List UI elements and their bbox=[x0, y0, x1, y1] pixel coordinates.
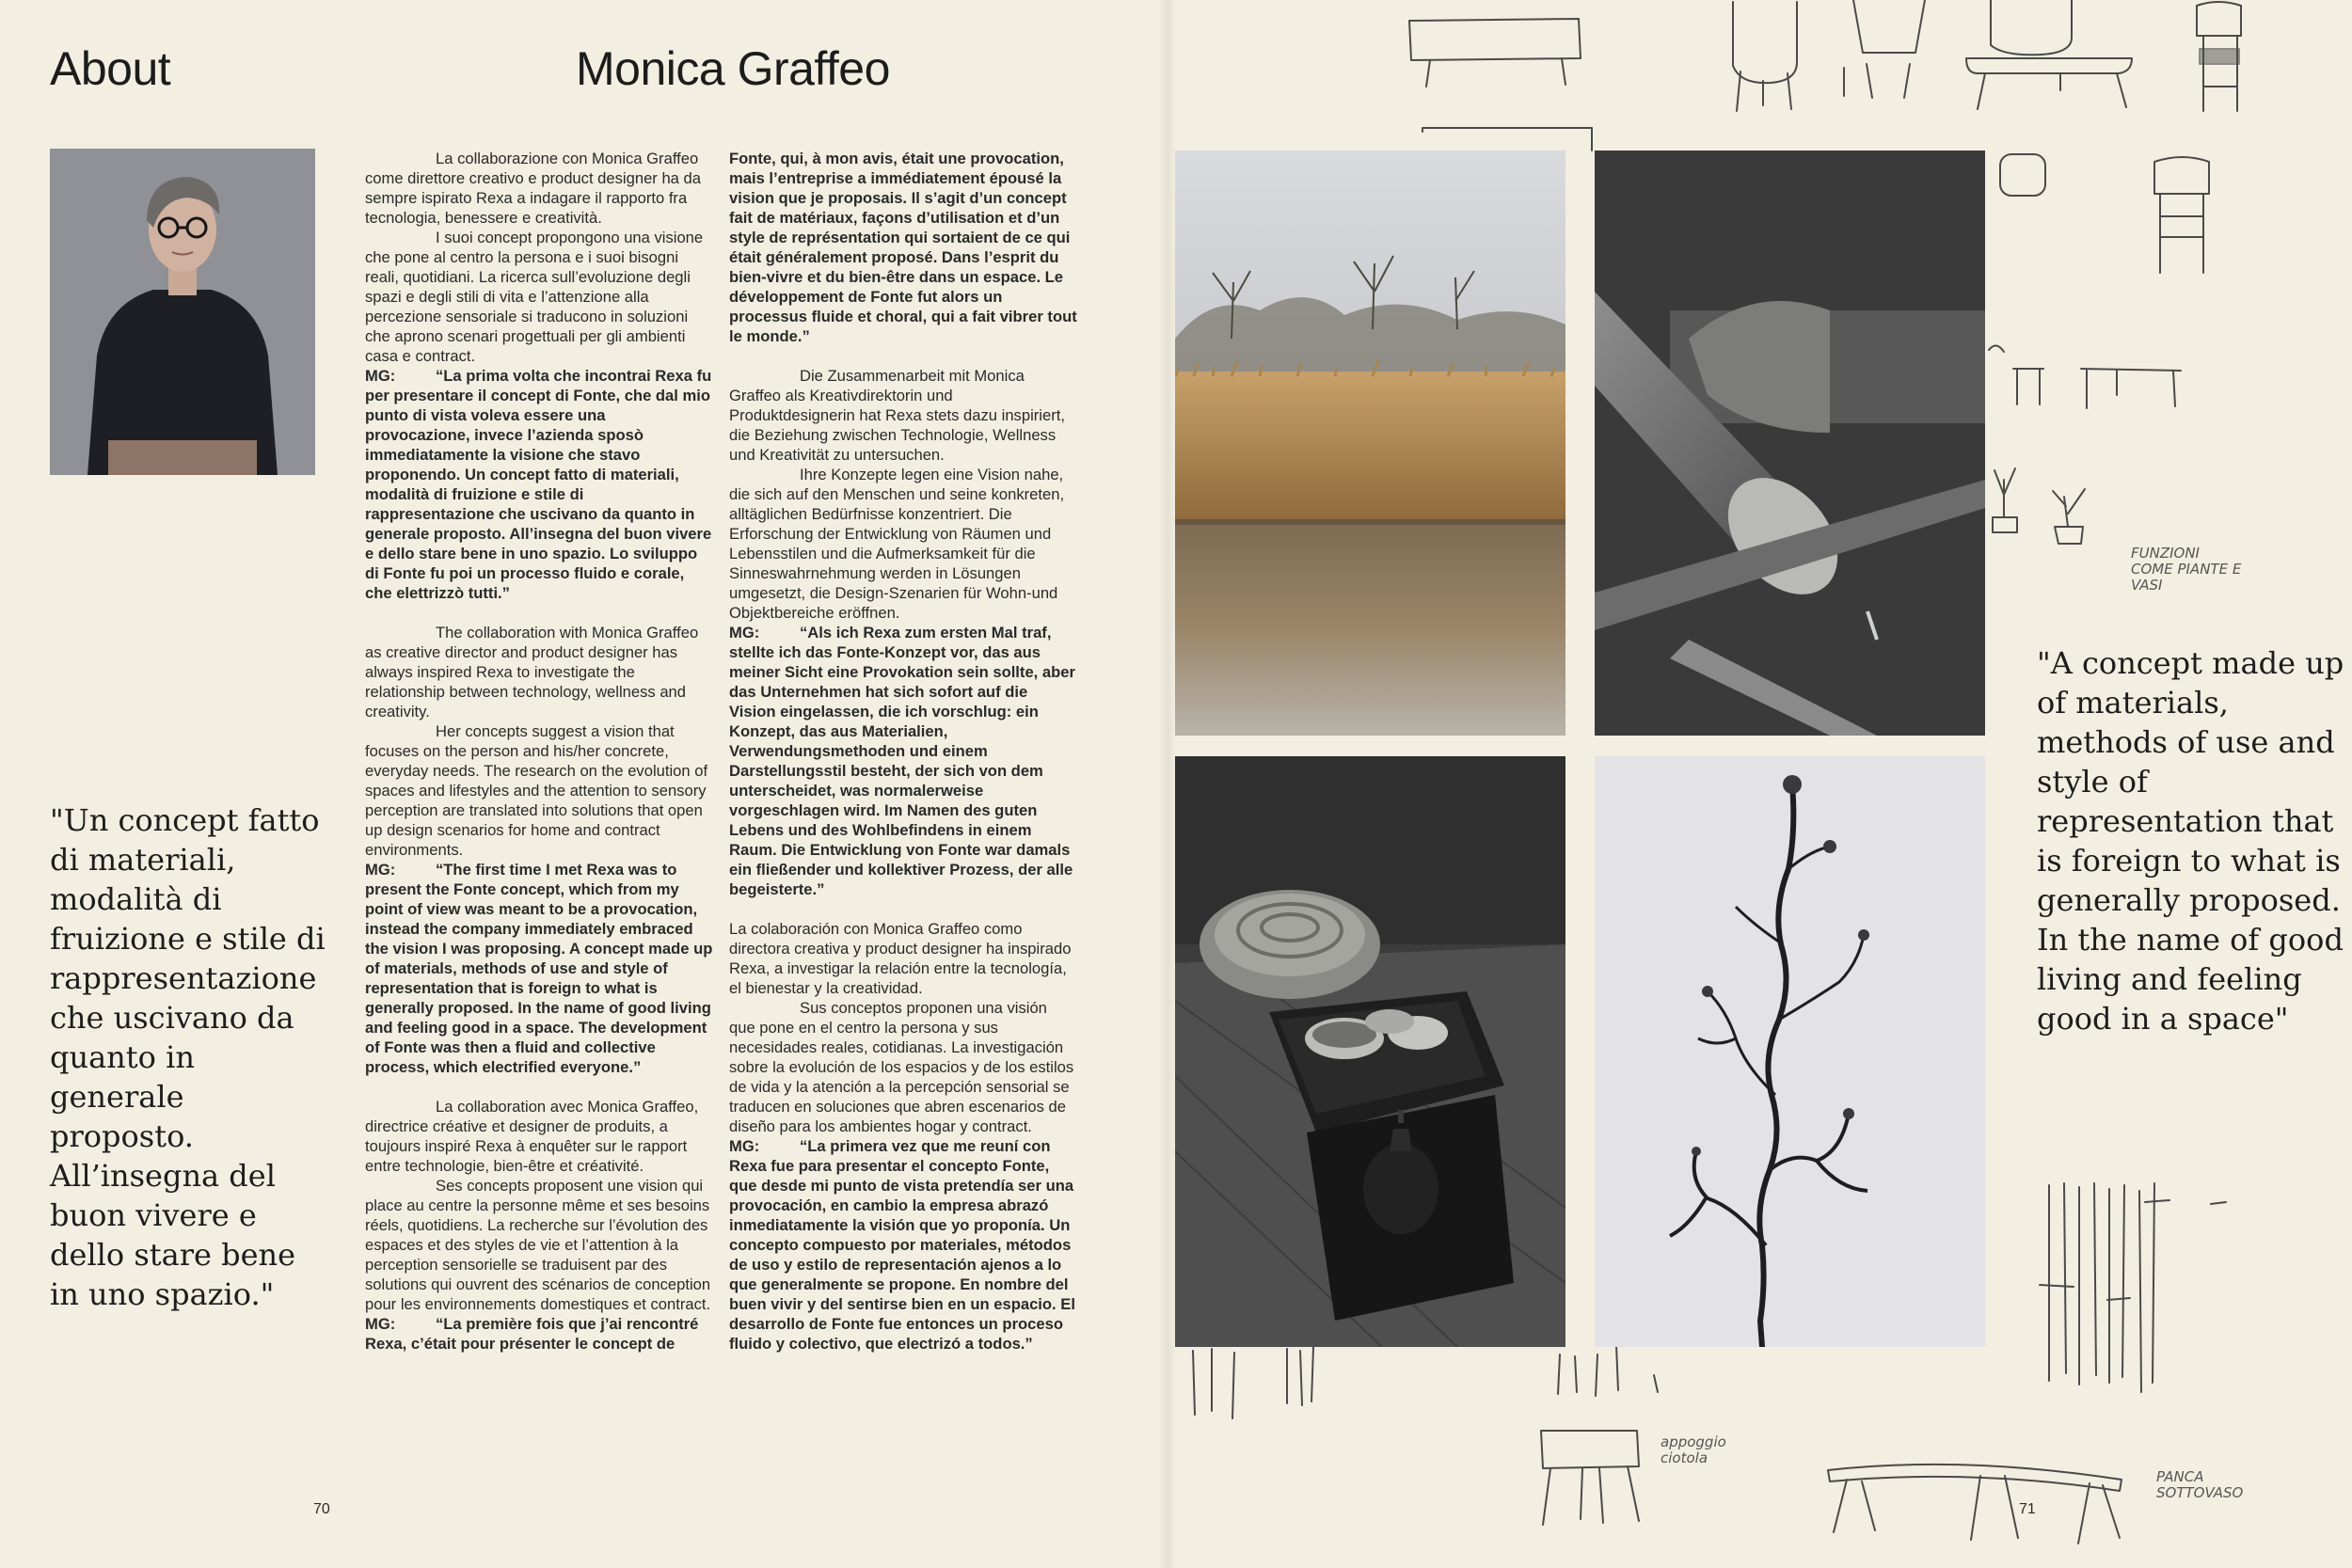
french-quote-text-end: Fonte, qui, à mon avis, était une provocation, mais l’entreprise a immédiatement épousé la vision que je proposais. Il s’agit d’un concept fait de matériaux, façons d’utilisation et d’un style de représentation qui sortaient de ce qui était généralement proposé. Dans l’esprit du bien-vivre et du bien-être dans un espace. Le développement de Fonte fut alors un processus fluide et choral, qui a fait vibrer tout le monde.” bbox=[729, 150, 1077, 345]
page-number-right: 71 bbox=[2019, 1501, 2036, 1517]
pull-quote-english: "A concept made up of materials, methods of use and style of representation that is foreign to what is generally proposed. In the name of good living and feeling good in a space" bbox=[2037, 645, 2344, 1037]
text-column-2 bbox=[729, 149, 1077, 1354]
german-concepts: Ihre Konzepte legen eine Vision nahe, die sich auf den Menschen und seine konkreten, alltäglichen Bedürfnisse konzentriert. Die Erforschung der Entwicklung von Räumen und Lebensstilen und die Aufmerksamkeit für die Sinneswahrnehmung werden in Lösungen umgesetzt, die Design-Szenarien für Wohn-und Objektbereiche eröffnen. bbox=[729, 466, 1065, 622]
sketch-bench bbox=[1820, 1453, 2131, 1557]
sketch-vertical-screen bbox=[2032, 1176, 2333, 1420]
interviewer-initials: MG: bbox=[365, 861, 396, 879]
spanish-interview-quote bbox=[729, 1136, 1077, 1354]
interviewer-initials: MG: bbox=[729, 1137, 760, 1155]
photo-bare-branch bbox=[1595, 756, 1985, 1347]
spanish-concepts: Sus conceptos proponen una visión que pone en el centro la persona y sus necesidades reales, cotidianas. La investigación sobre la evolución de los espacios y de los estilos de vida y la atención a la percepción sensorial se traducen en soluciones que abren escenarios de diseño para los ambientes hogar y contract. bbox=[729, 999, 1074, 1135]
section-heading-about: About bbox=[50, 42, 171, 95]
english-interview-quote bbox=[365, 860, 713, 1077]
interviewer-initials: MG: bbox=[365, 367, 396, 385]
german-quote-text: “Als ich Rexa zum ersten Mal traf, stellte ich das Fonte-Konzept vor, das aus meiner Sicht eine Provokation sein sollte, aber das Unternehmen hat sich sofort auf die Vision eingelassen, die ich vorschlug: ein Konzept, das aus Materialien, Verwendungsmethoden und einem Darstellungsstil besteht, der sich von dem unterscheidet, was normalerweise vorgeschlagen wird. Im Namen des guten Lebens und des Wohlbefindens in einem Raum. Die Entwicklung von Fonte war damals ein fließender und kollektiver Prozess, der alle begeisterte.” bbox=[729, 624, 1075, 898]
english-concepts: Her concepts suggest a vision that focuses on the person and his/her concrete, everyday needs. The research on the evolution of spaces and lifestyles and the attention to sensory perception are translated into solutions that open up design scenarios for home and contract environments. bbox=[365, 722, 708, 859]
sketch-table-legs bbox=[1184, 1345, 1710, 1430]
italian-quote-text: “La prima volta che incontrai Rexa fu per presentare il concept di Fonte, che dal mio punto di vista voleva essere una provocazione, invece l’azienda sposò immediatamente la visione che stavo proponendo. Un concept fatto di materiali, modalità di fruizione e stile di rappresentazione che uscivano da quanto in generale proposto. All’insegna del buon vivere e dello stare bene in uno spazio. Lo sviluppo di Fonte fu poi un processo fluido e corale, che elettrizzò tutti.” bbox=[365, 367, 712, 602]
german-interview-quote bbox=[729, 623, 1077, 899]
text-column-1 bbox=[365, 149, 713, 1354]
french-intro: La collaboration avec Monica Graffeo, directrice créative et designer de produits, a toujours inspiré Rexa à enquêter sur le rapport entre technologie, bien-être et créativité. bbox=[365, 1098, 699, 1175]
spanish-intro: La colaboración con Monica Graffeo como directora creativa y product designer ha inspirado Rexa, a investigar la relación entre la tecnología, el bienestar y la creatividad. bbox=[729, 920, 1072, 997]
sketch-note-plants: FUNZIONI COME PIANTE E VASI bbox=[2131, 545, 2242, 594]
french-concepts: Ses concepts proposent une vision qui place au centre la personne même et ses besoins réels, quotidiens. La recherche sur l’évolution des espaces et des styles de vie et l’attention à la perception sensorielle se traduisent par des solutions qui ouvrent des scénarios de conception pour les environnements domestiques et contract. bbox=[365, 1177, 711, 1313]
photo-bamboo-water bbox=[1595, 150, 1985, 736]
page-gutter bbox=[1159, 0, 1176, 1568]
german-intro: Die Zusammenarbeit mit Monica Graffeo als Kreativdirektorin und Produktdesignerin hat Rexa stets dazu inspiriert, die Beziehung zwischen Technologie, Wellness und Kreativität zu untersuchen. bbox=[729, 367, 1065, 464]
photo-reeds-lake bbox=[1175, 150, 1565, 736]
interviewer-initials: MG: bbox=[729, 624, 760, 641]
photo-tea-set bbox=[1175, 756, 1565, 1347]
interviewer-initials: MG: bbox=[365, 1315, 396, 1333]
designer-name-heading: Monica Graffeo bbox=[576, 42, 890, 95]
english-quote-text: “The first time I met Rexa was to present the Fonte concept, which from my point of view was meant to be a provocation, instead the company immediately embraced the vision I was proposing. A concept made up of materials, methods of use and style of representation that is foreign to what is generally proposed. In the name of good living and feeling good in a space. The development of Fonte was then a fluid and collective process, which electrified everyone.” bbox=[365, 861, 713, 1076]
italian-interview-quote bbox=[365, 366, 713, 603]
spanish-quote-text: “La primera vez que me reuní con Rexa fue para presentar el concepto Fonte, que desde mi punto de vista pretendía ser una provocación, en cambio la empresa abrazó inmediatamente la visión que yo proponía. Un concepto compuesto por materiales, métodos de uso y estilo de representación ajenos a lo que generalmente se propone. En nombre del buen vivir y del sentirse bien en un espacio. El desarrollo de Fonte fue entonces un proceso fluido y colectivo, que electrizó a todos.” bbox=[729, 1137, 1075, 1353]
sketch-stool bbox=[1534, 1425, 1656, 1538]
italian-concepts: I suoi concept propongono una visione che pone al centro la persona e i suoi bisogni reali, quotidiani. La ricerca sull’evoluzione degli spazi e degli stili di vita e l’attenzione alla percezione sensoriale si traducono in soluzioni che aprono scenari progettuali per gli ambienti casa e contract. bbox=[365, 229, 704, 365]
pull-quote-italian: "Un concept fatto di materiali, modalità di fruizione e stile di rappresentazione che uscivano da quanto in generale proposto. All’insegna del buon vivere e dello stare bene in uno spazio." bbox=[50, 802, 326, 1312]
portrait-photo bbox=[50, 149, 315, 475]
french-quote-text-start: “La première fois que j’ai rencontré Rexa, c’était pour présenter le concept de bbox=[365, 1315, 699, 1353]
sketch-note-stool: appoggio ciotola bbox=[1661, 1433, 1726, 1466]
sketch-note-bench: PANCA SOTTOVASO bbox=[2156, 1468, 2244, 1501]
french-interview-quote-start bbox=[365, 1314, 713, 1354]
page-number-left: 70 bbox=[313, 1501, 330, 1517]
english-intro: The collaboration with Monica Graffeo as creative director and product designer has always inspired Rexa to investigate the relationship between technology, wellness and creativity. bbox=[365, 624, 699, 721]
italian-intro: La collaborazione con Monica Graffeo come direttore creativo e product designer ha da sempre ispirato Rexa a indagare il rapporto fra tecnologia, benessere e creatività. bbox=[365, 150, 701, 227]
